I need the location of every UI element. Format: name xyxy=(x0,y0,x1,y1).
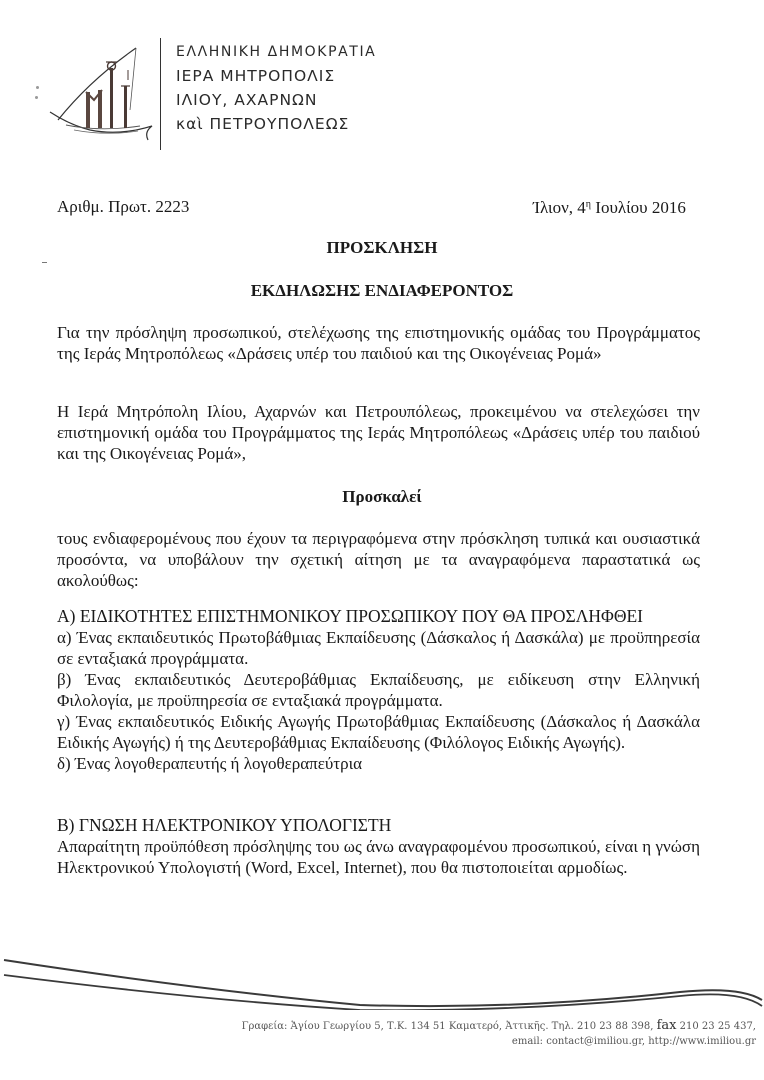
section-b-text: Απαραίτητη προϋπόθεση πρόσληψης του ως άνω αναγραφομένου προσωπικού, είναι η γνώση Ηλεκτρονικού Υπολογιστή (Word, Excel, Internet), που θα πιστοποιείται αρμοδίως. xyxy=(57,837,700,877)
footer-fax-label: fax xyxy=(656,1018,677,1033)
intro-paragraph: Για την πρόσληψη προσωπικού, στελέχωσης της επιστημονικής ομάδας του Προγράμματος της Ιεράς Μητροπόλεως «Δράσεις υπέρ του παιδιού και της Οικογένειας Ρομά» xyxy=(57,323,700,363)
invites-heading: Προσκαλεί xyxy=(342,487,422,506)
document-title: ΠΡΟΣΚΛΗΣΗ xyxy=(326,238,438,257)
org-line-3: ΙΛΙΟΥ, ΑΧΑΡΝΩΝ xyxy=(176,91,318,109)
section-a-item-2: β) Ένας εκπαιδευτικός Δευτεροβάθμιας Εκπαίδευσης, με ειδίκευση στην Ελληνική Φιλολογία, με προϋπηρεσία σε ενταξιακά προγράμματα. xyxy=(57,670,700,710)
invitation-paragraph: τους ενδιαφερομένους που έχουν τα περιγραφόμενα στην πρόσκληση τυπικά και ουσιαστικά προσόντα, να υποβάλουν την σχετική αίτηση με τα αναγραφόμενα παραστατικά ως ακολούθως: xyxy=(57,529,700,590)
document-date xyxy=(533,198,686,218)
organization-name xyxy=(176,40,376,136)
document-subtitle: ΕΚΔΗΛΩΣΗΣ ΕΝΔΙΑΦΕΡΟΝΤΟΣ xyxy=(250,281,514,300)
footer-address xyxy=(242,1018,756,1033)
section-b-title: Β) ΓΝΩΣΗ ΗΛΕΚΤΡΟΝΙΚΟΥ ΥΠΟΛΟΓΙΣΤΗ xyxy=(57,815,392,835)
footer-contact: email: contact@imiliou.gr, http://www.imiliou.gr xyxy=(511,1036,756,1047)
org-line-1: ΕΛΛΗΝΙΚΗ ΔΗΜΟΚΡΑΤΙΑ xyxy=(176,44,377,60)
footer-address-text: Γραφεία: Ἁγίου Γεωργίου 5, Τ.Κ. 134 51 Καματερό, Ἀττικῆς. Τηλ. 210 23 88 398, xyxy=(241,1021,657,1032)
section-a-item-3: γ) Ένας εκπαιδευτικός Ειδικής Αγωγής Πρωτοβάθμιας Εκπαίδευσης (Δάσκαλος ή Δασκάλα Ειδικής Αγωγής) ή της Δευτεροβάθμιας Εκπαίδευσης (Φιλόλογος Ειδικής Αγωγής). xyxy=(57,712,700,752)
section-b xyxy=(57,814,700,878)
section-a-item-1: α) Ένας εκπαιδευτικός Πρωτοβάθμιας Εκπαίδευσης (Δάσκαλος ή Δασκάλα) με προϋπηρεσία σε ενταξιακά προγράμματα. xyxy=(57,628,700,668)
section-a xyxy=(57,605,700,774)
scan-speck xyxy=(36,86,39,89)
footer-fax-number: 210 23 25 437, xyxy=(676,1021,756,1032)
section-a-item-4: δ) Ένας λογοθεραπευτής ή λογοθεραπεύτρια xyxy=(57,754,363,773)
scan-mark xyxy=(42,262,47,263)
date-month-year: Ιουλίου 2016 xyxy=(591,198,686,217)
scan-speck xyxy=(35,96,38,99)
metropolis-ship-logo-icon xyxy=(40,40,170,145)
protocol-number: Αριθμ. Πρωτ. 2223 xyxy=(57,197,190,216)
section-a-title: Α) ΕΙΔΙΚΟΤΗΤΕΣ ΕΠΙΣΤΗΜΟΝΙΚΟΥ ΠΡΟΣΩΠΙΚΟΥ ΠΟΥ ΘΑ ΠΡΟΣΛΗΦΘΕΙ xyxy=(57,606,643,626)
statement-paragraph: Η Ιερά Μητρόπολη Ιλίου, Αχαρνών και Πετρουπόλεως, προκειμένου να στελεχώσει την επιστημονική ομάδα του Προγράμματος της Ιεράς Μητροπόλεως «Δράσεις υπέρ του παιδιού και της Οικογένειας Ρομά», xyxy=(57,402,700,463)
date-ordinal: η xyxy=(585,199,592,210)
footer-swoosh-decoration xyxy=(0,950,764,1010)
org-line-4: καὶ ΠΕΤΡΟΥΠΟΛΕΩΣ xyxy=(176,115,350,133)
date-day: Ίλιον, 4 xyxy=(533,198,586,217)
org-line-2: ΙΕΡΑ ΜΗΤΡΟΠΟΛΙΣ xyxy=(176,67,336,85)
letterhead-divider xyxy=(160,38,161,150)
